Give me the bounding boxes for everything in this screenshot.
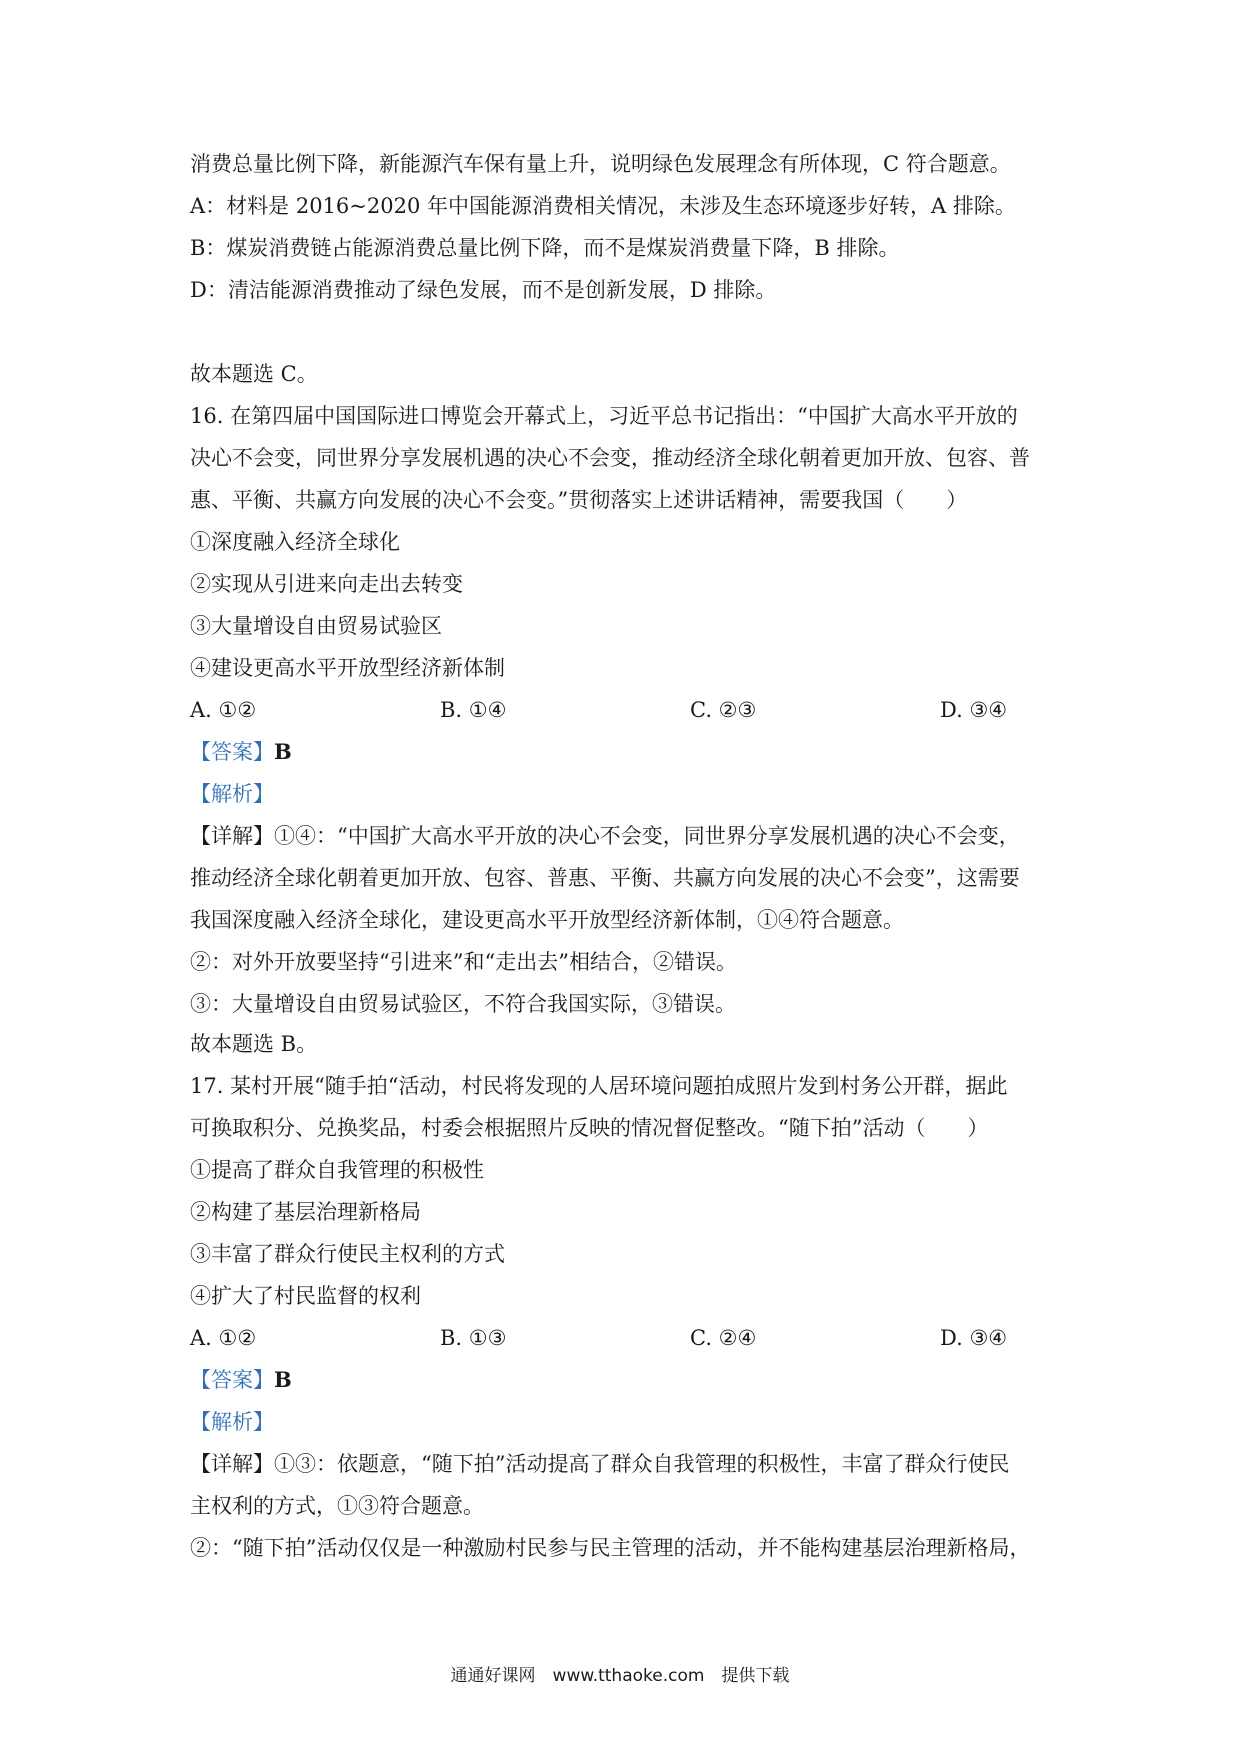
- q17-item: ①提高了群众自我管理的积极性: [190, 1158, 484, 1182]
- text-line: 消费总量比例下降，新能源汽车保有量上升，说明绿色发展理念有所体现，C 符合题意。: [190, 152, 1011, 176]
- detail-tag: 【详解】: [190, 1452, 274, 1476]
- answer-tag: 【答案】: [190, 1368, 274, 1392]
- text-line: D：清洁能源消费推动了绿色发展，而不是创新发展，D 排除。: [190, 278, 777, 302]
- q16-option-d: D. ③④: [940, 698, 1008, 722]
- q16-detail-line: 我国深度融入经济全球化，建设更高水平开放型经济新体制，①④符合题意。: [190, 908, 904, 932]
- answer-value: B: [274, 1367, 292, 1392]
- q17-option-a: A. ①②: [190, 1326, 257, 1350]
- q16-option-b: B. ①④: [440, 698, 507, 722]
- q16-detail-line: 【详解】①④：“中国扩大高水平开放的决心不会变，同世界分享发展机遇的决心不会变，: [190, 824, 1020, 848]
- q16-analysis-tag: [190, 780, 1070, 808]
- answer-value: B: [274, 739, 292, 764]
- q17-option-d: D. ③④: [940, 1326, 1008, 1350]
- q16-detail-line: ③：大量增设自由贸易试验区，不符合我国实际，③错误。: [190, 992, 736, 1016]
- q17-option-b: B. ①③: [440, 1326, 507, 1350]
- text-line: A：材料是 2016~2020 年中国能源消费相关情况，未涉及生态环境逐步好转，A 排除。: [190, 194, 1016, 218]
- text-line: B：煤炭消费链占能源消费总量比例下降，而不是煤炭消费量下降，B 排除。: [190, 236, 900, 260]
- q17-detail-line: ②：“随下拍”活动仅仅是一种激励村民参与民主管理的活动，并不能构建基层治理新格局，: [190, 1536, 1031, 1560]
- q16-item: ②实现从引进来向走出去转变: [190, 572, 463, 596]
- q16-answer: [190, 738, 1070, 766]
- q16-conclusion: 故本题选 B。: [190, 1032, 318, 1056]
- conclusion-15: 故本题选 C。: [190, 362, 318, 386]
- q17-answer: [190, 1366, 1070, 1394]
- answer-tag: 【答案】: [190, 740, 274, 764]
- analysis-tag: 【解析】: [190, 1410, 274, 1434]
- page-footer: 通通好课网 www.tthaoke.com 提供下载: [450, 1666, 790, 1686]
- q17-item: ③丰富了群众行使民主权利的方式: [190, 1242, 505, 1266]
- q16-stem-line: 决心不会变，同世界分享发展机遇的决心不会变，推动经济全球化朝着更加开放、包容、普: [190, 446, 1030, 470]
- q16-stem-line: 惠、平衡、共赢方向发展的决心不会变。”贯彻落实上述讲话精神，需要我国（ ）: [190, 488, 968, 512]
- q16-detail-line: 推动经济全球化朝着更加开放、包容、普惠、平衡、共赢方向发展的决心不会变”，这需要: [190, 866, 1020, 890]
- q16-detail-line: ②：对外开放要坚持“引进来”和“走出去”相结合，②错误。: [190, 950, 737, 974]
- q17-detail-line: 【详解】①③：依题意，“随下拍”活动提高了群众自我管理的积极性，丰富了群众行使民: [190, 1452, 1010, 1476]
- q16-item: ③大量增设自由贸易试验区: [190, 614, 442, 638]
- q17-stem-line: 可换取积分、兑换奖品，村委会根据照片反映的情况督促整改。“随下拍”活动（ ）: [190, 1116, 989, 1140]
- q17-option-c: C. ②④: [690, 1326, 757, 1350]
- q16-item: ④建设更高水平开放型经济新体制: [190, 656, 505, 680]
- q17-stem-line: 17. 某村开展“随手拍“活动，村民将发现的人居环境问题拍成照片发到村务公开群，据此: [190, 1074, 1008, 1098]
- detail-tag: 【详解】: [190, 824, 274, 848]
- q16-option-a: A. ①②: [190, 698, 257, 722]
- q17-item: ②构建了基层治理新格局: [190, 1200, 421, 1224]
- q16-option-c: C. ②③: [690, 698, 757, 722]
- q17-item: ④扩大了村民监督的权利: [190, 1284, 421, 1308]
- q16-item: ①深度融入经济全球化: [190, 530, 400, 554]
- analysis-tag: 【解析】: [190, 782, 274, 806]
- q17-analysis-tag: [190, 1408, 1070, 1436]
- q17-detail-line: 主权利的方式，①③符合题意。: [190, 1494, 484, 1518]
- q16-stem-line: 16. 在第四届中国国际进口博览会开幕式上，习近平总书记指出：“中国扩大高水平开放的: [190, 404, 1018, 428]
